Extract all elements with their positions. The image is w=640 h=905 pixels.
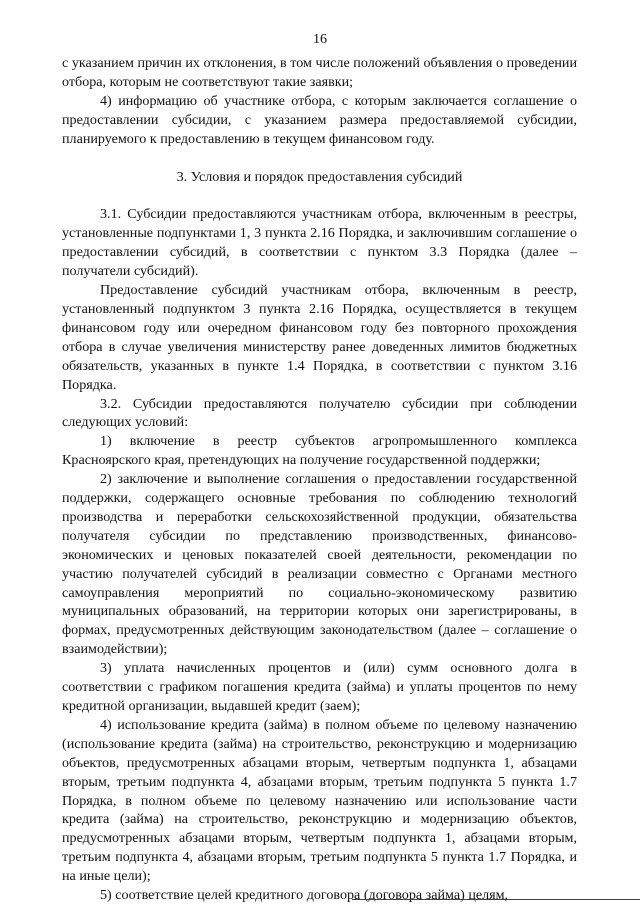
paragraph-item-4: 4) информацию об участнике отбора, с которым заключается соглашение о предоставлении субсидии, с указанием размера предоставляемой субсидии, планируемого к предоставлению в текущем финансовом году. xyxy=(62,92,577,147)
condition-3: 3) уплата начисленных процентов и (или) сумм основного долга в соответствии с графиком погашения кредита (займа) и уплаты процентов по нему кредитной организации, выдавшей кредит (заем); xyxy=(62,660,577,714)
paragraph-3-1: 3.1. Субсидии предоставляются участникам отбора, включенным в реестры, установленные подпунктами 1, 3 пункта 2.16 Порядка, и заключившим соглашение о предоставлении субсидий, в соответствии с пунктом 3.3 Порядка (далее – получатели субсидий). xyxy=(62,206,577,280)
condition-5: 5) соответствие целей кредитного договора (договора займа) целям, xyxy=(100,887,509,904)
document-body xyxy=(62,54,577,905)
condition-2: 2) заключение и выполнение соглашения о предоставлении государственной поддержки, содержащего основные требования по соблюдению технологий производства и переработки сельскохозяйственной продукции, обязательства получателя субсидии по представлению производственных, финансово-экономических и ценовых показателей своей деятельности, рекомендации по участию получателей субсидий в реализации совместно с Органами местного самоуправления мероприятий по социально-экономическому развитию муниципальных образований, на территории которых они зарегистрированы, в формах, предусмотренных действующим законодательством (далее – соглашение о взаимодействии); xyxy=(62,471,577,658)
paragraph-continuation: с указанием причин их отклонения, в том числе положений объявления о проведении отбора, которым не соответствуют такие заявки; xyxy=(62,55,577,90)
bottom-rule xyxy=(352,899,640,900)
section-heading: 3. Условия и порядок предоставления субсидий xyxy=(176,168,463,185)
condition-1: 1) включение в реестр субъектов агропромышленного комплекса Красноярского края, претендующих на получение государственной поддержки; xyxy=(62,433,577,469)
paragraph-registry-provision: Предоставление субсидий участникам отбора, включенным в реестр, установленный подпунктом 3 пункта 2.16 Порядка, осуществляется в текущем финансовом году или очередном финансовом году без повторного прохождения отбора в случае увеличения министерству ранее доведенных лимитов бюджетных обязательств, указанных в пункте 1.4 Порядка, в соответствии с пунктом 3.16 Порядка. xyxy=(62,282,577,393)
condition-4: 4) использование кредита (займа) в полном объеме по целевому назначению (использование кредита (займа) на строительство, реконструкцию и модернизацию объектов, предусмотренных абзацами вторым, четвертым подпункта 1, абзацами вторым, третьим подпункта 4, абзацами вторым, третьим подпункта 5 пункта 1.7 Порядка, в полном объеме по целевому назначению или использование части кредита (займа) на строительство, реконструкцию и модернизацию объектов, предусмотренных абзацами вторым, четвертым подпункта 1, абзацами вторым, третьим подпункта 4, абзацами вторым, третьим подпункта 5 пункта 1.7 Порядка, и на иные цели); xyxy=(62,716,577,885)
paragraph-3-2: 3.2. Субсидии предоставляются получателю субсидии при соблюдении следующих условий: xyxy=(62,395,577,431)
page-number: 16 xyxy=(312,31,328,47)
